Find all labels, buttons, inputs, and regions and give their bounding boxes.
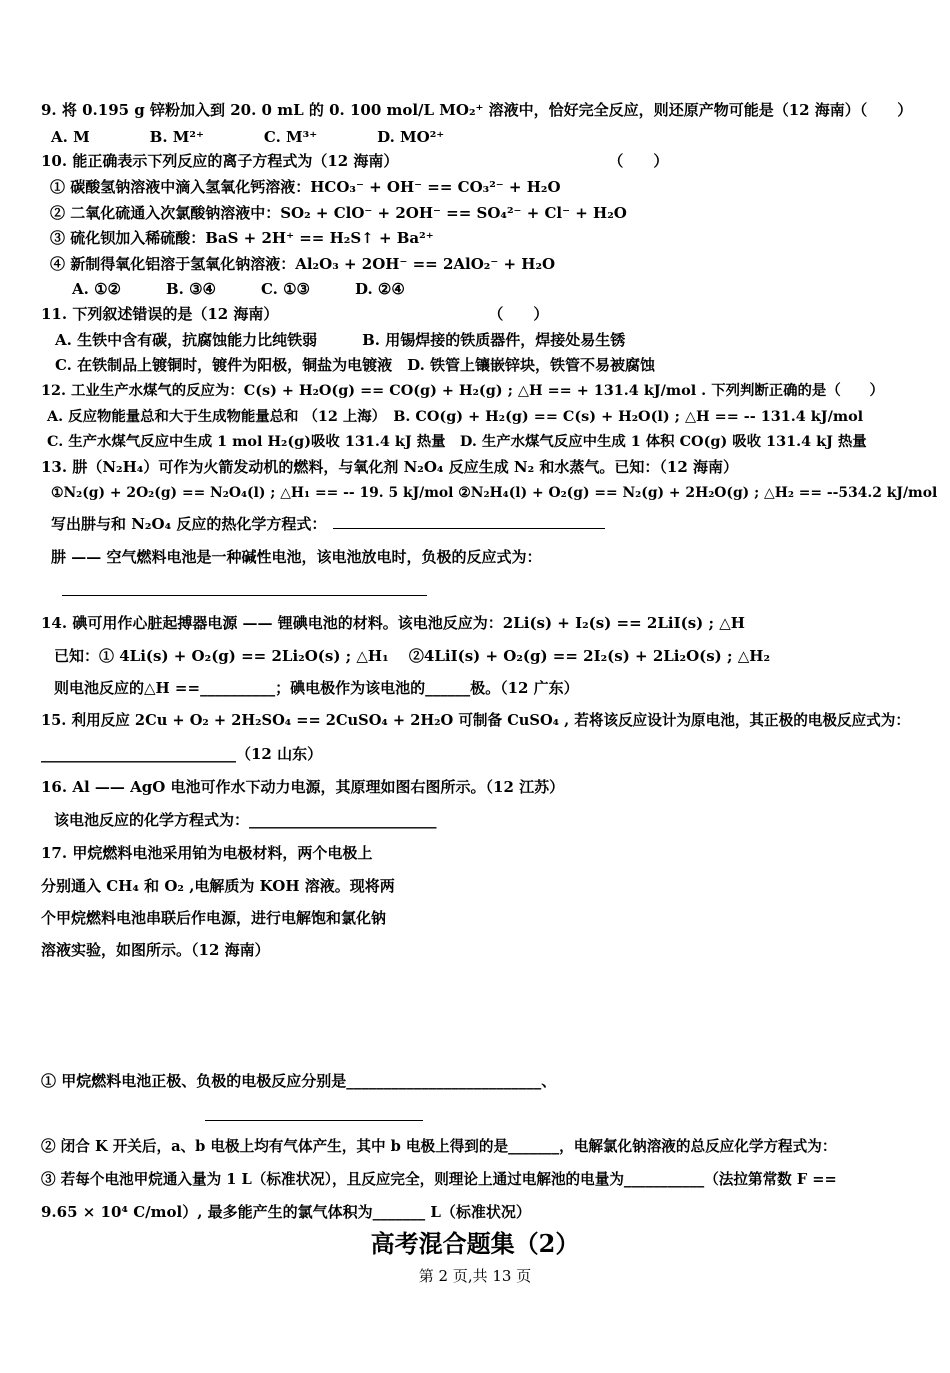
q9-stem: 9. 将 0.195 g 锌粉加入到 20. 0 mL 的 0. 100 mol/L MO₂⁺ 溶液中，恰好完全反应，则还原产物可能是（12 海南）（ ） <box>41 101 913 119</box>
q10-stem: 10. 能正确表示下列反应的离子方程式为（12 海南） （ ） <box>41 152 669 170</box>
q13-answer-blank-2[interactable] <box>62 595 427 596</box>
q11-stem: 11. 下列叙述错误的是（12 海南） （ ） <box>41 305 549 323</box>
q17-stem-line-3: 个甲烷燃料电池串联后作电源，进行电解饱和氯化钠 <box>41 909 387 927</box>
q17-stem-line-1: 17. 甲烷燃料电池采用铂为电极材料，两个电极上 <box>41 844 373 862</box>
q17-part-3-cont: 9.65 × 10⁴ C/mol）, 最多能产生的氯气体积为_______ L（标准状况） <box>41 1203 531 1221</box>
q9-options: A. M B. M²⁺ C. M³⁺ D. MO²⁺ <box>51 128 445 146</box>
q17-part-3: ③ 若每个电池甲烷通入量为 1 L（标准状况），且反应完全，则理论上通过电解池的电量为___________（法拉第常数 F == <box>41 1171 837 1188</box>
q12-options-cd: C. 生产水煤气反应中生成 1 mol H₂(g)吸收 131.4 kJ 热量 D. 生产水煤气反应中生成 1 体积 CO(g) 吸收 131.4 kJ 热量 <box>47 433 867 450</box>
q13-answer-blank-1[interactable] <box>333 528 605 529</box>
q10-item-3: ③ 硫化钡加入稀硫酸：BaS + 2H⁺ == H₂S↑ + Ba²⁺ <box>50 229 434 247</box>
q15-answer: __________________________（12 山东） <box>41 745 323 763</box>
q13-part-1: 写出肼与和 N₂O₄ 反应的热化学方程式： <box>51 515 327 533</box>
q16-question: 该电池反应的化学方程式为：_________________________ <box>54 811 437 829</box>
q10-item-1: ① 碳酸氢钠溶液中滴入氢氧化钙溶液：HCO₃⁻ + OH⁻ == CO₃²⁻ + H₂O <box>50 178 561 196</box>
q11-options-ab: A. 生铁中含有碳，抗腐蚀能力比纯铁弱 B. 用锡焊接的铁质器件，焊接处易生锈 <box>55 331 626 349</box>
q17-stem-line-2: 分别通入 CH₄ 和 O₂ ,电解质为 KOH 溶液。现将两 <box>41 877 395 895</box>
q15-stem: 15. 利用反应 2Cu + O₂ + 2H₂SO₄ == 2CuSO₄ + 2H₂O 可制备 CuSO₄ , 若将该反应设计为原电池，其正极的电极反应式为： <box>41 712 910 729</box>
q11-options-cd: C. 在铁制品上镀铜时，镀件为阳极，铜盐为电镀液 D. 铁管上镶嵌锌块，铁管不易被腐蚀 <box>55 356 656 374</box>
q10-item-4: ④ 新制得氧化铝溶于氢氧化钠溶液：Al₂O₃ + 2OH⁻ == 2AlO₂⁻ + H₂O <box>50 255 556 273</box>
q17-part-1: ① 甲烷燃料电池正极、负极的电极反应分别是__________________________、 <box>41 1072 557 1090</box>
q13-given: ①N₂(g) + 2O₂(g) == N₂O₄(l) ; △H₁ == -- 19. 5 kJ/mol ②N₂H₄(l) + O₂(g) == N₂(g) + 2H₂O(g) ; △H₂ == --534.2 kJ/mol <box>51 485 938 501</box>
q13-part-2: 肼 —— 空气燃料电池是一种碱性电池，该电池放电时，负极的反应式为： <box>51 548 542 566</box>
q10-item-2: ② 二氧化硫通入次氯酸钠溶液中：SO₂ + ClO⁻ + 2OH⁻ == SO₄²⁻ + Cl⁻ + H₂O <box>50 204 627 222</box>
q17-answer-blank[interactable] <box>205 1120 423 1121</box>
q14-given: 已知：① 4Li(s) + O₂(g) == 2Li₂O(s) ; △H₁ ②4LiI(s) + O₂(g) == 2I₂(s) + 2Li₂O(s) ; △H₂ <box>54 647 771 665</box>
page-title: 高考混合题集（2） <box>370 1229 580 1258</box>
q14-stem: 14. 碘可用作心脏起搏器电源 —— 锂碘电池的材料。该电池反应为：2Li(s) + I₂(s) == 2LiI(s) ; △H <box>41 614 745 632</box>
q14-question: 则电池反应的△H ==__________；碘电极作为该电池的______极。（12 广东） <box>54 679 579 697</box>
q17-stem-line-4: 溶液实验，如图所示。（12 海南） <box>41 941 270 959</box>
page-number: 第 2 页,共 13 页 <box>418 1267 532 1285</box>
q16-stem: 16. Al —— AgO 电池可作水下动力电源，其原理如图右图所示。（12 江苏） <box>41 778 565 796</box>
q13-stem: 13. 肼（N₂H₄）可作为火箭发动机的燃料，与氧化剂 N₂O₄ 反应生成 N₂ 和水蒸气。已知：（12 海南） <box>41 458 739 476</box>
q10-options: A. ①② B. ③④ C. ①③ D. ②④ <box>72 280 405 298</box>
q12-options-ab: A. 反应物能量总和大于生成物能量总和 （12 上海） B. CO(g) + H₂(g) == C(s) + H₂O(l) ; △H == -- 131.4 kJ/mol <box>47 408 864 425</box>
q12-stem: 12. 工业生产水煤气的反应为：C(s) + H₂O(g) == CO(g) + H₂(g) ; △H == + 131.4 kJ/mol . 下列判断正确的是（ ） <box>41 382 884 399</box>
q17-part-2: ② 闭合 K 开关后，a、b 电极上均有气体产生，其中 b 电极上得到的是_______，电解氯化钠溶液的总反应化学方程式为： <box>41 1138 837 1155</box>
